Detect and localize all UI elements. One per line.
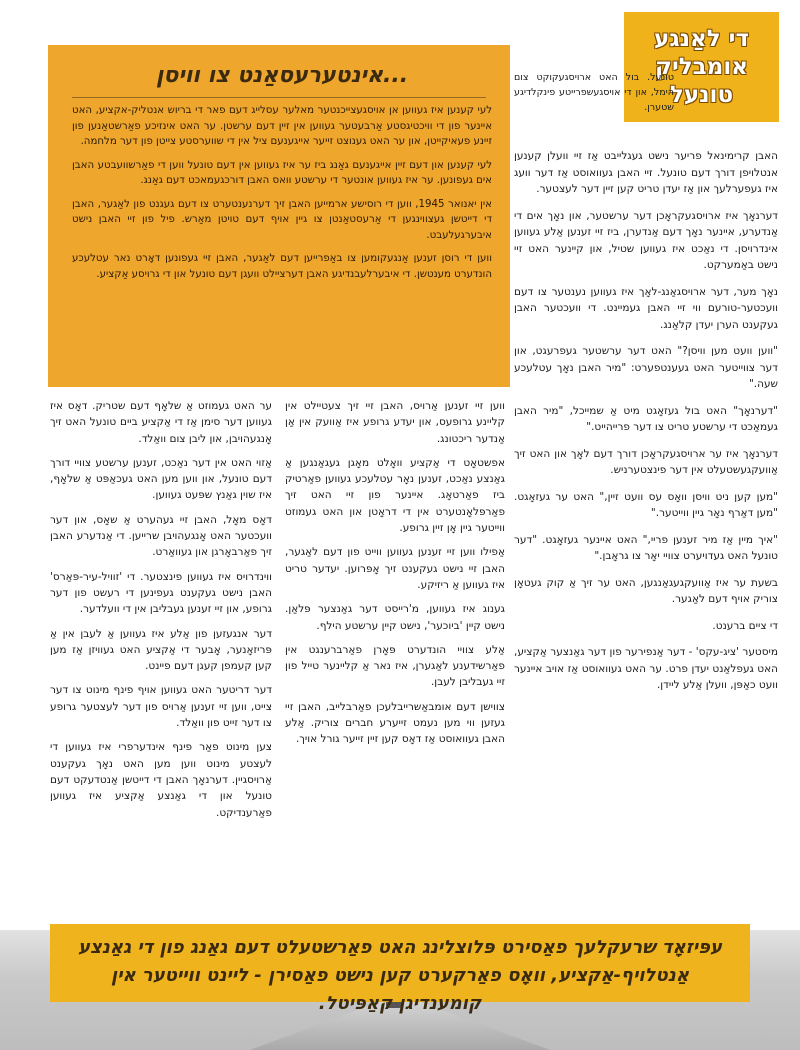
feature-paragraph: לעי קענען און דעם זיין אייגענעם גאַנג ביז ער איז געווען אין דעם טונעל ווען די פאַרשוועבטע האבן אים געפונען. ער איז געווען אונטער די ערשטע וואס האבן דורכגעמאכט דעם גאַנג. bbox=[72, 159, 492, 186]
feature-box bbox=[48, 45, 510, 387]
masthead-line-3: טונעל bbox=[669, 82, 734, 108]
article-paragraph: אַפילו ווען זיי זענען געווען ווייט פון דעם לאַגער, האבן זיי נישט געקענט זיך אָפּרוען. יעדער טריט איז געווען אַ ריזיקע. bbox=[285, 546, 505, 591]
article-paragraph: אַלע צוויי הונדערט פּאָרן פאַרברענגט אין פאַרשידענע לאַגערן, איז נאר אַ קליינער טייל פון זיי געבליבן לעבן. bbox=[285, 643, 505, 689]
article-paragraph: נאָך מער, דער ארויסגאַנג-לאָך איז געווען נענטער צו דעם וועכטער-טורעם ווי זיי האבן געמיינט. די וועכטער האבן געקענט הערן יעדן קלאַנג. bbox=[514, 285, 778, 331]
article-paragraph: "איך מיין אַז מיר זענען פריי," האט איינער געזאָגט. "דער טונעל האט געדויערט צוויי יאָר צו גראָבן." bbox=[514, 533, 778, 562]
article-paragraph: "מען קען ניט וויסן וואָס עס וועט זיין," האט ער געזאָגט. "מען דאַרף נאָר גיין ווייטער." bbox=[514, 490, 778, 519]
masthead-line-2: אומבליק bbox=[655, 54, 748, 80]
article-paragraph: בשעת ער איז אַוועקגעגאַנגען, האט ער זיך אַ קוק געטאָן צוריק אויף דעם לאַגער. bbox=[514, 576, 778, 605]
article-paragraph: דאָס מאָל, האבן זיי געהערט אַ שאָס, און דער וועכטער האט אָנגעהויבן שרייען. די אַנדערע האבן זיך פאַרבאָרגן און געוואַרט. bbox=[50, 513, 272, 559]
article-paragraph: "דערנאָך" האט בול געזאָגט מיט אַ שמייכל, "מיר האבן געמאַכט די ערשטע טריט צו דער פרייהייט." bbox=[514, 404, 778, 433]
article-paragraph: ער האט געמוזט אַ שלאָף דעם שטריק. דאָס איז געווען דער סימן אַז די אַקציע ביים טונעל האט זיך אָנגעהויבן, און ליבן צום וואַלד. bbox=[50, 400, 272, 445]
right-column-article bbox=[514, 148, 778, 704]
article-paragraph: מיסטער 'ציג-עקס' - דער אַנפירער פון דער גאַנצער אַקציע, האט געפלאַנט יעדן פרט. ער האט געוואוסט אַז אויב איינער וועט כאַפּן, וועלן אַלע ליידן. bbox=[514, 646, 778, 691]
right-column-intro: טונעל. בול האט ארויסגעקוקט צום הימל, און די אויסגעשפרייטע פינקלדיגע שטערן. bbox=[514, 72, 674, 113]
article-paragraph: ווינדרויס איז געווען פינצטער. די 'זוויל-עיר-פּאַרס' האבן נישט געקענט געפינען די רעשט פון דער גרופע, און זיי זענען געבליבן אין די וועלדער. bbox=[50, 570, 272, 616]
feature-paragraph: ווען די רוסן זענען אַנגעקומען צו באַפרייען דעם לאַגער, האבן זיי געפונען דאָרט נאר עטלעכע הונדערט מענטשן. די איבערלעבנדיגע האבן דערציילט וועגן דעם טונעל און די גרויסע אַקציע. bbox=[72, 253, 492, 280]
article-paragraph: דערנאָך איז ער ארויסגעקראָכן דורך דעם לאָך און האט זיך אַוועקגעשטעלט אין דער פינצטערניש. bbox=[514, 447, 778, 476]
article-paragraph: גענוג איז געווען, מ'רייסט דער גאַנצער פּלאַן. נישט קיין 'ביוכער', נישט קיין ערשטע הילף. bbox=[285, 603, 505, 632]
left-column bbox=[50, 398, 272, 829]
feature-divider bbox=[72, 97, 486, 98]
article-paragraph: די ציים ברענט. bbox=[712, 619, 778, 632]
article-paragraph: דערנאָך איז ארויסגעקראָכן דער ערשטער, און נאָך אים די אַנדערע, איינער נאָך דעם אַנדערן, ביז זיי זענען אַלע געווען אינדרויסן. די נאַכט איז געווען שטיל, און קיינער האט זיי נישט באַמערקט. bbox=[514, 209, 778, 271]
article-paragraph: "ווען וועט מען וויסן?" האט דער ערשטער געפרעגט, און דער צווייטער האט געענטפערט: "מיר האבן נאָך עטלעכע שעה." bbox=[514, 345, 778, 390]
caption-banner bbox=[50, 924, 750, 1014]
feature-paragraph: אין יאנואר 1945, ווען די רוסישע ארמייען האבן זיך דערנענטערט צו דעם געגנט פון לאַגער, האבן די דייטשן געצווינגען די אַרעסטאַנטן צו גיין אויף דעם טויטן מאַרש. פיל פון זיי האבן נישט איבערגעלעבט. bbox=[72, 198, 492, 241]
feature-title: אינטערעסאַנט צו וויסן... bbox=[155, 63, 409, 88]
article-paragraph: צען מינוט פאַר פינף אינדערפרי איז געווען די לעצטע מינוט ווען מען האט נאָך געקענט אַרויסגיין. דערנאָך האבן די דייטשן אַנטדעקט דעם טונעל און די גאַנצע אַקציע איז געווען פאַרענדיקט. bbox=[50, 741, 272, 819]
article-paragraph: האבן קרימינאל פריער נישט געגלייבט אַז זיי וועלן קענען אנטלויפן דורך דעם טונעל. זיי האבן געוואוסט אַז דער וועג איז געפערלעך און אַז יעדן טריט קען זיין דער לעצטער. bbox=[514, 150, 778, 195]
feature-paragraph: לעי קענען איז געווען אן אויסגעצייכנטער מאלער עסלייג דעם פאר די בריוש אנטליק-אקציע, האט איינער פון די וויכטיגסטע אַרבעטער געווען אין זיין דעם ערשטן. ער האט אינזיכע פאַרשטאַנען פון זיינע פעאיקייטן, און ער האט גענוצט זייער אייגענעם ציל אין די שווערסטע צייטן פון דער מלחמה. bbox=[72, 105, 492, 147]
article-paragraph: ווען זיי זענען אַרויס, האבן זיי זיך צעטיילט אין קליינע גרופעס, און יעדע גרופע איז אַוועק אין אַן אַנדער ריכטונג. bbox=[285, 400, 505, 445]
article-paragraph: אפשטאָט די אַקציע וואָלט מאָגן געגאַנגען אַ גאַנצע נאַכט, זענען נאָר עטלעכע געווען פאַרטיק ביז פאַרטאָג. איינער פון זיי האט זיך פאַרפּלאָנטערט אין די דראָטן און האט געמוזט ווייטער גיין אָן זיין גרופע. bbox=[285, 456, 505, 535]
article-paragraph: צווישן דעם אומבאַשרייבלעכן פאַרבלייב, האבן זיי געזען ווי מען נעמט זייערע חברים צוריק. אַלע האבן געוואוסט אַז דאָס קען זיין זייער גורל אויך. bbox=[285, 700, 505, 746]
feature-body bbox=[72, 103, 492, 290]
caption-text: עפּיזאָד שרעקלעך פאַסירט פּלוצלינג האט פאַרשטעלט דעם גאַנג פון די גאַנצע אַנטלויף-אַקציע, וואָס פאַרקערט קען נישט פאַסירן - ליינט ווייטער אין קומענדיגן קאַפּיטל. bbox=[78, 937, 722, 1014]
article-paragraph: אַזוי האט אין דער נאַכט, זענען ערשטע צוויי דורך דעם טונעל, און ווען מען האט געכאַפּט אַ שלאָף, איז שוין גאַנץ שפּעט געווען. bbox=[50, 456, 272, 502]
article-paragraph: דער דריטער האט געווען אויף פינף מינוט צו דער צייט, ווען זיי זענען אַרויס פון דער לעצטער גרופע צו דער זייט פון וואַלד. bbox=[50, 684, 272, 730]
masthead-line-1: די לאַנגע bbox=[654, 26, 749, 52]
article-paragraph: דער אנגעזען פון אַלע איז געווען אַ לעבן אין אַ פּריזאָנער, אָבער די אַקציע האט געוויזן אַז מען קען קעמפן קעגן דעם פיינט. bbox=[50, 627, 272, 673]
middle-column bbox=[285, 398, 505, 756]
